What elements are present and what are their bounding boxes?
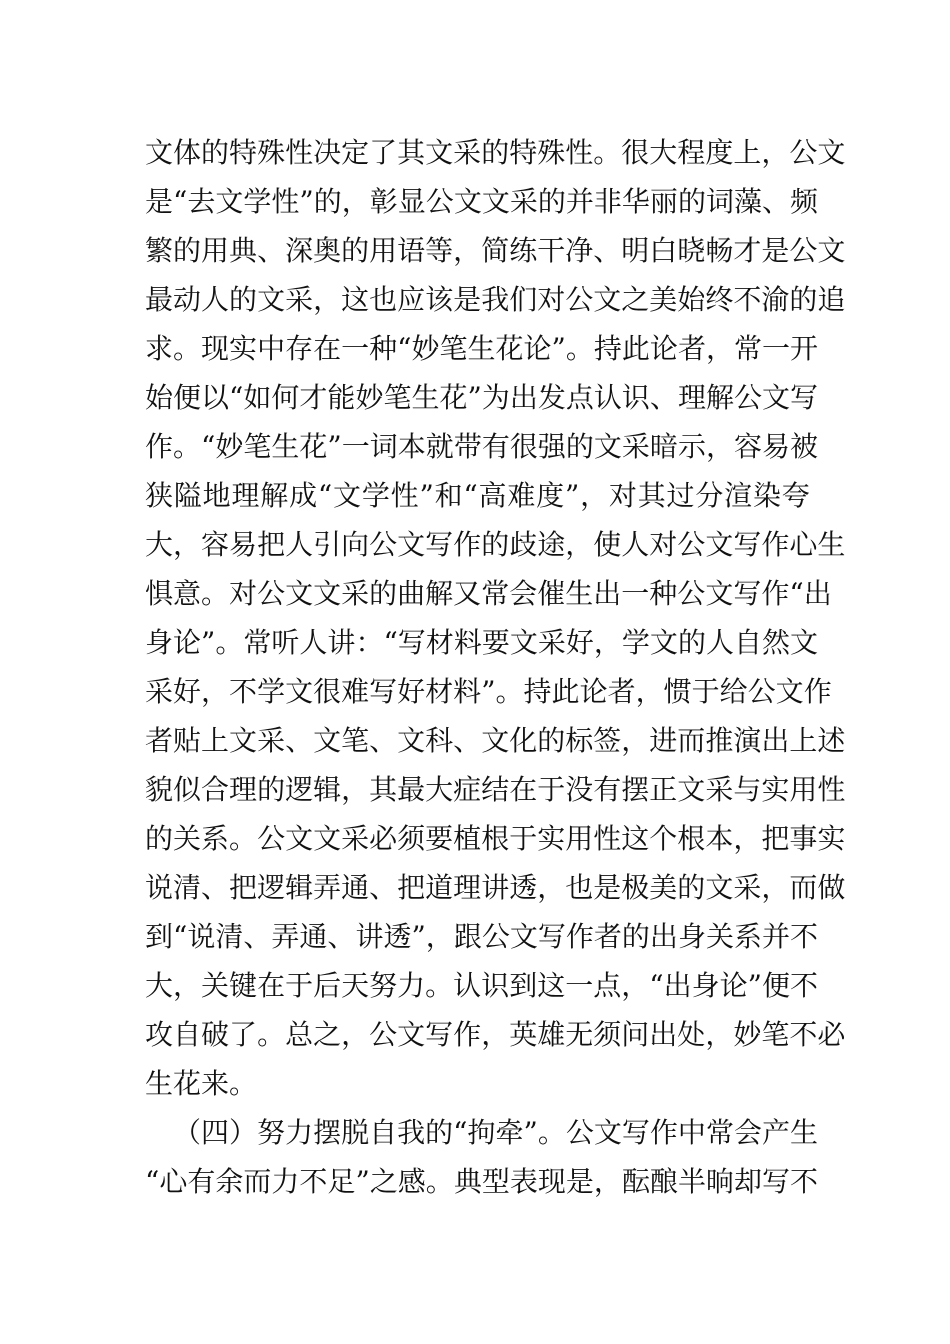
text-line-9: 大 ， 容 易 把 人 引 向 公 文 写 作 的 歧 途 ， 使 人 对 公 文 写 作 心 生 [145, 528, 846, 561]
text-line-18: 大 ， 关 键 在 于 后 天 努 力 。 认 识 到 这 一 点 ， “ 出 身 论 ” 便 不 [145, 969, 819, 1002]
text-line-2: 是 “ 去 文 学 性 ” 的 ， 彰 显 公 文 文 采 的 并 非 华 丽 的 词 藻 、 频 [145, 185, 819, 218]
text-line-21: （ 四 ） 努 力 摆 脱 自 我 的 “ 拘 牵 ” 。 公 文 写 作 中 常 会 产 生 [173, 1116, 818, 1149]
text-line-17: 到 “ 说 清 、 弄 通 、 讲 透 ” ， 跟 公 文 写 作 者 的 出 身 关 系 并 不 [145, 920, 819, 953]
text-line-3: 繁 的 用 典 、 深 奥 的 用 语 等 ， 简 练 干 净 、 明 白 晓 畅 才 是 公 文 [145, 234, 846, 267]
text-line-6: 始 便 以 “ 如 何 才 能 妙 笔 生 花 ” 为 出 发 点 认 识 、 理 解 公 文 写 [145, 381, 819, 414]
text-line-15: 的 关 系 。 公 文 文 采 必 须 要 植 根 于 实 用 性 这 个 根 本 ， 把 事 实 [145, 822, 846, 855]
text-line-4: 最 动 人 的 文 采 ， 这 也 应 该 是 我 们 对 公 文 之 美 始 终 不 渝 的 追 [145, 283, 846, 316]
text-line-10: 惧 意 。 对 公 文 文 采 的 曲 解 又 常 会 催 生 出 一 种 公 文 写 作 “ 出 [145, 577, 832, 610]
text-line-20: 生花来。 [145, 1067, 258, 1100]
text-line-11: 身 论 ” 。 常 听 人 讲 ： “ 写 材 料 要 文 采 好 ， 学 文 的 人 自 然 文 [145, 626, 819, 659]
text-line-13: 者 贴 上 文 采 、 文 笔 、 文 科 、 文 化 的 标 签 ， 进 而 推 演 出 上 述 [145, 724, 846, 757]
text-line-14: 貌 似 合 理 的 逻 辑 ， 其 最 大 症 结 在 于 没 有 摆 正 文 采 与 实 用 性 [145, 773, 846, 806]
text-line-12: 采 好 ， 不 学 文 很 难 写 好 材 料 ” 。 持 此 论 者 ， 惯 于 给 公 文 作 [145, 675, 832, 708]
text-line-16: 说 清 、 把 逻 辑 弄 通 、 把 道 理 讲 透 ， 也 是 极 美 的 文 采 ， 而 做 [145, 871, 846, 904]
text-line-1: 文 体 的 特 殊 性 决 定 了 其 文 采 的 特 殊 性 。 很 大 程 度 上 ， 公 文 [145, 136, 846, 169]
text-line-8: 狭 隘 地 理 解 成 “ 文 学 性 ” 和 “ 高 难 度 ” ， 对 其 过 分 渲 染 夸 [145, 479, 810, 512]
body-text [145, 128, 846, 1206]
text-line-22: “ 心 有 余 而 力 不 足 ” 之 感 。 典 型 表 现 是 ， 酝 酿 半 晌 却 写 不 [145, 1165, 819, 1198]
text-line-5: 求 。 现 实 中 存 在 一 种 “ 妙 笔 生 花 论 ” 。 持 此 论 者 ， 常 一 开 [145, 332, 819, 365]
text-line-7: 作 。 “ 妙 笔 生 花 ” 一 词 本 就 带 有 很 强 的 文 采 暗 示 ， 容 易 被 [145, 430, 819, 463]
text-line-19: 攻 自 破 了 。 总 之 ， 公 文 写 作 ， 英 雄 无 须 问 出 处 ， 妙 笔 不 必 [145, 1018, 846, 1051]
